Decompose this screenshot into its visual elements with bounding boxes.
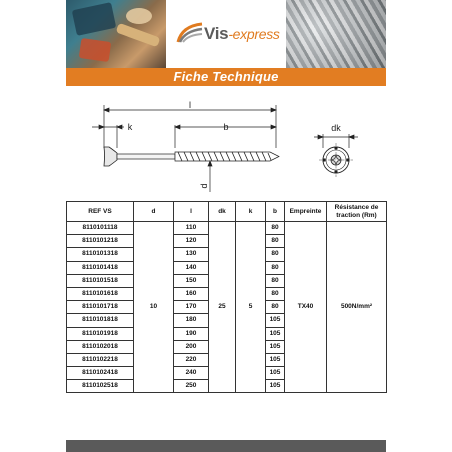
l-cell: 220 — [174, 353, 209, 366]
ref-cell: 8110101118 — [67, 222, 134, 235]
d-cell — [134, 235, 174, 248]
header — [66, 0, 386, 68]
head-diameter-label: dk — [331, 123, 341, 133]
empreinte-cell — [285, 327, 327, 340]
table-row — [67, 353, 387, 366]
table-row — [67, 274, 387, 287]
l-cell: 190 — [174, 327, 209, 340]
k-cell — [236, 248, 266, 261]
ref-cell: 8110101618 — [67, 287, 134, 300]
empreinte-cell — [285, 340, 327, 353]
empreinte-cell — [285, 367, 327, 380]
dk-cell — [209, 274, 236, 287]
header-b: b — [266, 202, 285, 222]
table-row — [67, 235, 387, 248]
table-row — [67, 367, 387, 380]
brand-name: Vis-express — [204, 24, 280, 43]
dk-cell — [209, 222, 236, 235]
dk-cell — [209, 380, 236, 393]
dk-cell — [209, 248, 236, 261]
l-cell: 140 — [174, 261, 209, 274]
ref-cell: 8110101318 — [67, 248, 134, 261]
ref-cell: 8110101718 — [67, 301, 134, 314]
resistance-cell — [327, 353, 387, 366]
empreinte-cell — [285, 274, 327, 287]
k-cell — [236, 314, 266, 327]
b-cell: 80 — [266, 301, 285, 314]
k-cell — [236, 353, 266, 366]
b-cell: 80 — [266, 248, 285, 261]
b-cell: 105 — [266, 327, 285, 340]
dk-cell — [209, 327, 236, 340]
d-cell — [134, 327, 174, 340]
resistance-cell — [327, 235, 387, 248]
ref-cell: 8110101418 — [67, 261, 134, 274]
header-resistance: Résistance de traction (Rm) — [327, 202, 387, 222]
d-cell — [134, 314, 174, 327]
table-row — [67, 248, 387, 261]
k-cell — [236, 380, 266, 393]
k-cell — [236, 327, 266, 340]
thread-length-label: b — [223, 122, 229, 132]
l-cell: 200 — [174, 340, 209, 353]
table-row — [67, 380, 387, 393]
table-row — [67, 287, 387, 300]
dk-cell — [209, 287, 236, 300]
length-label: l — [189, 100, 191, 110]
screw-head-top-view — [319, 143, 353, 177]
table-row — [67, 340, 387, 353]
dk-cell — [209, 314, 236, 327]
header-empreinte: Empreinte — [285, 202, 327, 222]
ref-cell: 8110101818 — [67, 314, 134, 327]
k-cell — [236, 222, 266, 235]
k-cell — [236, 274, 266, 287]
k-cell — [236, 287, 266, 300]
empreinte-cell — [285, 261, 327, 274]
empreinte-cell — [285, 248, 327, 261]
empreinte-cell — [285, 222, 327, 235]
l-cell: 170 — [174, 301, 209, 314]
header-ref: REF VS — [67, 202, 134, 222]
resistance-cell — [327, 274, 387, 287]
empreinte-cell — [285, 353, 327, 366]
l-cell: 120 — [174, 235, 209, 248]
d-cell — [134, 367, 174, 380]
l-cell: 240 — [174, 367, 209, 380]
resistance-cell — [327, 261, 387, 274]
tools-photo — [66, 0, 166, 68]
d-cell — [134, 248, 174, 261]
ref-cell: 8110101218 — [67, 235, 134, 248]
specifications-table — [66, 201, 387, 393]
ref-cell: 8110101918 — [67, 327, 134, 340]
l-cell: 110 — [174, 222, 209, 235]
ref-cell: 8110102018 — [67, 340, 134, 353]
header-k: k — [236, 202, 266, 222]
resistance-cell — [327, 380, 387, 393]
table-row — [67, 301, 387, 314]
footer-bar — [66, 440, 386, 452]
k-cell — [236, 367, 266, 380]
table-row — [67, 314, 387, 327]
screws-photo — [286, 0, 386, 68]
d-cell — [134, 222, 174, 235]
dk-cell — [209, 367, 236, 380]
ref-cell: 8110101518 — [67, 274, 134, 287]
head-height-label: k — [127, 122, 133, 132]
b-cell: 80 — [266, 261, 285, 274]
swoosh-icon — [176, 22, 204, 44]
d-cell — [134, 340, 174, 353]
resistance-cell — [327, 287, 387, 300]
d-cell — [134, 287, 174, 300]
table-row — [67, 261, 387, 274]
empreinte-cell: TX40 — [285, 301, 327, 314]
k-cell — [236, 235, 266, 248]
b-cell: 80 — [266, 287, 285, 300]
k-cell: 5 — [236, 301, 266, 314]
dk-cell — [209, 340, 236, 353]
resistance-cell — [327, 340, 387, 353]
table-header-row — [67, 202, 387, 222]
diameter-label: d — [199, 183, 209, 189]
dk-cell: 25 — [209, 301, 236, 314]
k-cell — [236, 261, 266, 274]
l-cell: 160 — [174, 287, 209, 300]
dk-cell — [209, 353, 236, 366]
resistance-cell — [327, 327, 387, 340]
b-cell: 80 — [266, 222, 285, 235]
b-cell: 80 — [266, 235, 285, 248]
page-title: Fiche Technique — [66, 68, 386, 86]
d-cell — [134, 261, 174, 274]
brand-suffix: -express — [228, 26, 280, 42]
d-cell: 10 — [134, 301, 174, 314]
d-cell — [134, 353, 174, 366]
b-cell: 105 — [266, 380, 285, 393]
b-cell: 105 — [266, 340, 285, 353]
b-cell: 105 — [266, 367, 285, 380]
d-cell — [134, 274, 174, 287]
ref-cell: 8110102518 — [67, 380, 134, 393]
table-row — [67, 222, 387, 235]
resistance-cell — [327, 222, 387, 235]
dk-cell — [209, 235, 236, 248]
l-cell: 130 — [174, 248, 209, 261]
b-cell: 105 — [266, 353, 285, 366]
header-d: d — [134, 202, 174, 222]
header-dk: dk — [209, 202, 236, 222]
empreinte-cell — [285, 380, 327, 393]
resistance-cell — [327, 367, 387, 380]
d-cell — [134, 380, 174, 393]
ref-cell: 8110102218 — [67, 353, 134, 366]
l-cell: 250 — [174, 380, 209, 393]
k-cell — [236, 340, 266, 353]
header-l: l — [174, 202, 209, 222]
screw-technical-drawing — [66, 100, 386, 200]
dk-cell — [209, 261, 236, 274]
resistance-cell — [327, 314, 387, 327]
empreinte-cell — [285, 287, 327, 300]
l-cell: 180 — [174, 314, 209, 327]
table-row — [67, 327, 387, 340]
ref-cell: 8110102418 — [67, 367, 134, 380]
empreinte-cell — [285, 314, 327, 327]
empreinte-cell — [285, 235, 327, 248]
l-cell: 150 — [174, 274, 209, 287]
b-cell: 80 — [266, 274, 285, 287]
resistance-cell: 500N/mm² — [327, 301, 387, 314]
brand-logo — [166, 0, 286, 68]
resistance-cell — [327, 248, 387, 261]
b-cell: 105 — [266, 314, 285, 327]
